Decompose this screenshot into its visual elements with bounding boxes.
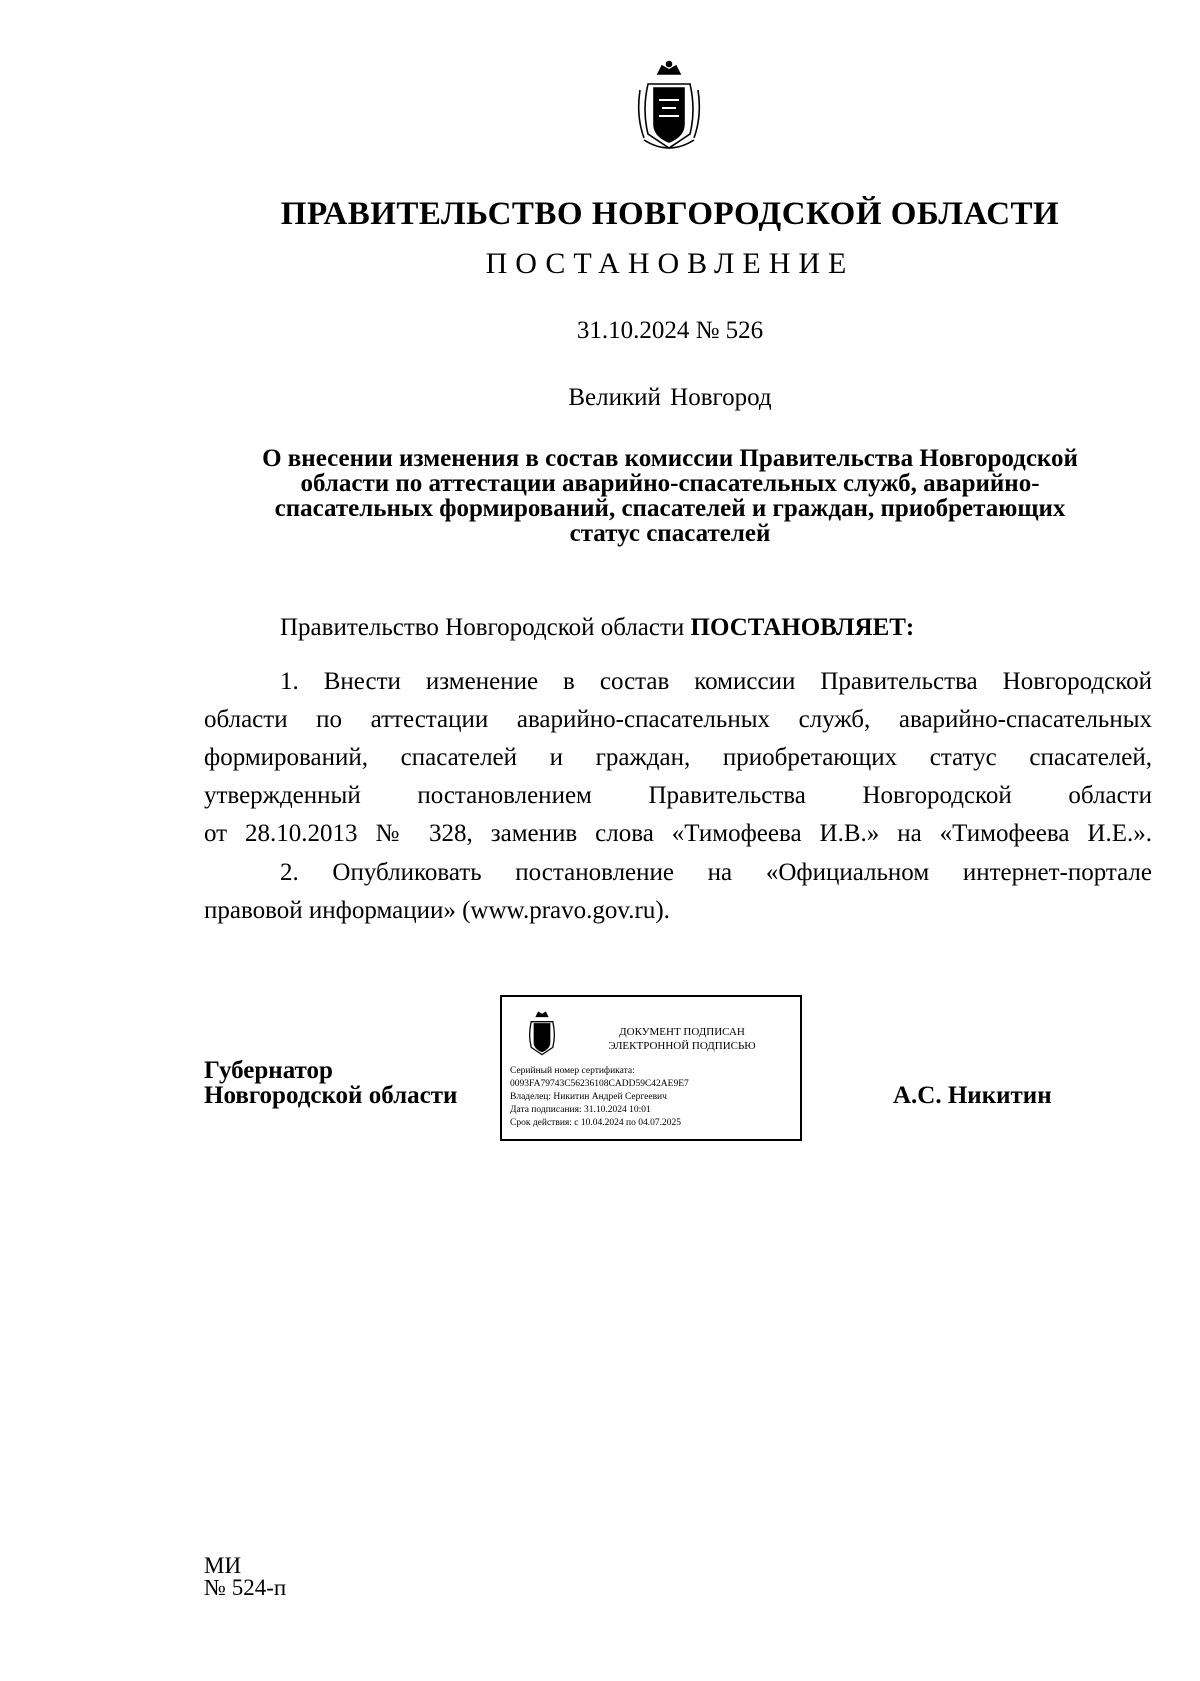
document-subject [190, 446, 1150, 546]
resolves-word: ПОСТАНОВЛЯЕТ: [690, 614, 915, 641]
paragraph-1-line: 1. Внести изменение в состав комиссии Правительства Новгородской [280, 668, 1152, 695]
subject-line: статус спасателей [569, 520, 771, 547]
stamp-details [510, 1065, 689, 1130]
stamp-title-line: ЭЛЕКТРОННОЙ ПОДПИСЬЮ [608, 1040, 756, 1052]
electronic-signature-stamp [500, 995, 802, 1141]
footer-number: № 524-п [204, 1575, 287, 1600]
paragraph-1-line: формирований, спасателей и граждан, приобретающих статус спасателей, [204, 744, 1152, 771]
signatory-position [204, 1058, 457, 1108]
date-and-number: 31.10.2024 № 526 [576, 317, 764, 344]
government-title: ПРАВИТЕЛЬСТВО НОВГОРОДСКОЙ ОБЛАСТИ [280, 196, 1060, 232]
resolves-prefix: Правительство Новгородской области [280, 614, 691, 641]
position-line: Губернатор [204, 1057, 333, 1084]
coat-of-arms-emblem [634, 60, 704, 152]
stamp-emblem-icon [524, 1009, 560, 1057]
resolves-clause [280, 614, 914, 642]
subject-line: О внесении изменения в состав комиссии Правительства Новгородской [262, 445, 1078, 472]
footer-mark [204, 1555, 286, 1599]
position-line: Новгородской области [204, 1082, 458, 1109]
footer-initials: МИ [204, 1553, 242, 1578]
paragraph-2-line: правовой информации» (www.pravo.gov.ru). [204, 897, 670, 924]
city: Великий Новгород [568, 384, 772, 411]
subject-line: спасательных формирований, спасателей и граждан, приобретающих [274, 495, 1066, 522]
paragraph-1-line: области по аттестации аварийно-спасательных служб, аварийно-спасательных [204, 706, 1152, 733]
signatory-name: А.С. Никитин [893, 1082, 1052, 1109]
paragraph-1-line: от 28.10.2013 № 328, заменив слова «Тимофеева И.В.» на «Тимофеева И.Е.». [204, 820, 1152, 847]
paragraph-1-line: утвержденный постановлением Правительства Новгородской области [204, 782, 1152, 809]
stamp-title-line: ДОКУМЕНТ ПОДПИСАН [619, 1026, 745, 1038]
stamp-serial: 0093FA79743C56236108CADD59C42AE9E7 [510, 1079, 689, 1089]
paragraph-2-line: 2. Опубликовать постановление на «Официальном интернет-портале [280, 859, 1152, 886]
subject-line: области по аттестации аварийно-спасательных служб, аварийно- [300, 470, 1040, 497]
stamp-title [572, 1025, 792, 1053]
stamp-owner: Владелец: Никитин Андрей Сергеевич [510, 1092, 667, 1102]
stamp-signed-date: Дата подписания: 31.10.2024 10:01 [510, 1105, 651, 1115]
stamp-serial-label: Серийный номер сертификата: [510, 1066, 635, 1076]
stamp-validity: Срок действия: с 10.04.2024 по 04.07.2025 [510, 1118, 681, 1128]
document-type: ПОСТАНОВЛЕНИЕ [485, 247, 855, 280]
